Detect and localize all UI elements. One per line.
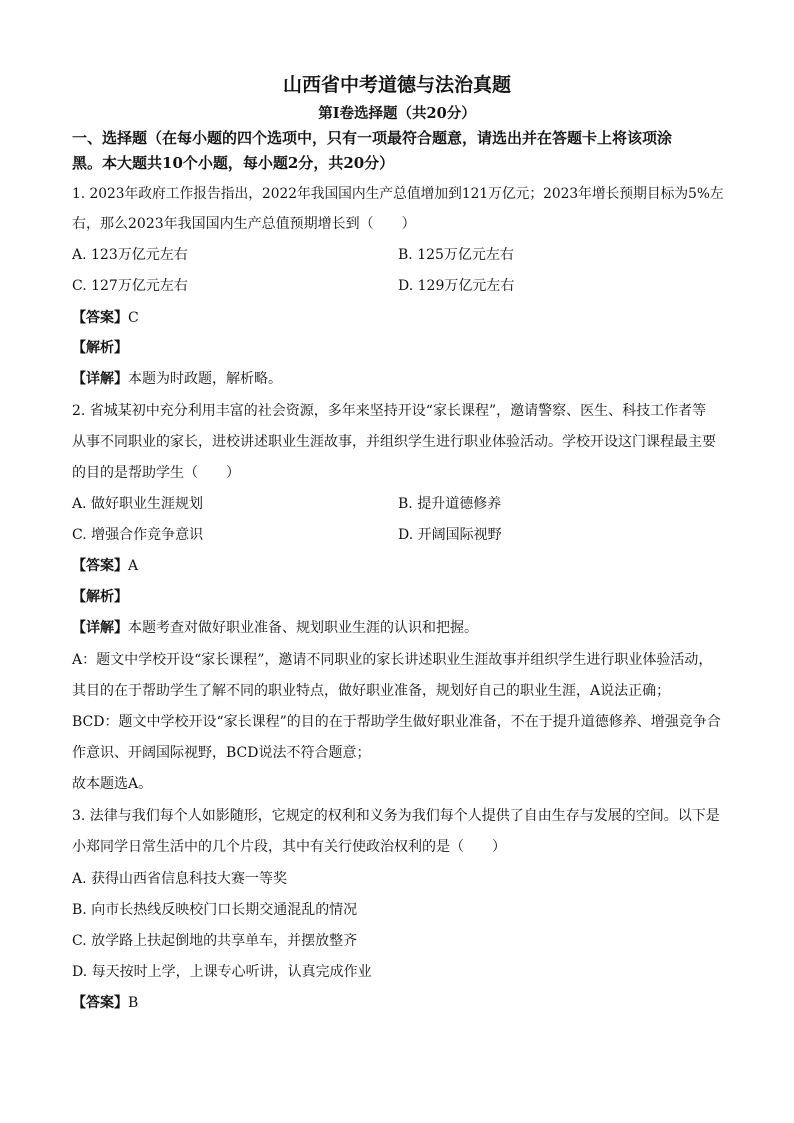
- q3-stem-line2: 小郑同学日常生活中的几个片段，其中有关行使政治权利的是（ ）: [72, 839, 506, 855]
- section-heading-line2: 黑。本大题共10个小题，每小题2分，共20分）: [72, 154, 395, 172]
- q2-explain-a-line1: A：题文中学校开设“家长课程”，邀请不同职业的家长讲述职业生涯故事并组织学生进行职业体验活动，: [72, 652, 713, 668]
- q2-conclusion: 故本题选A。: [72, 776, 153, 792]
- q1-option-c: C. 127万亿元左右: [72, 278, 188, 294]
- answer-value: B: [128, 995, 139, 1011]
- q3-option-b: B. 向市长热线反映校门口长期交通混乱的情况: [72, 902, 358, 918]
- q2-explain-bcd-line1: BCD：题文中学校开设“家长课程”的目的在于帮助学生做好职业准备，不在于提升道德修养、增强竞争合: [72, 714, 721, 730]
- q2-explain-a-line2: 其目的在于帮助学生了解不同的职业特点，做好职业准备，规划好自己的职业生涯，A说法正确；: [72, 683, 671, 699]
- q1-analysis-tag: 【解析】: [72, 340, 128, 356]
- answer-tag: 【答案】: [72, 558, 128, 574]
- q1-option-b: B. 125万亿元左右: [398, 247, 514, 263]
- q2-option-b: B. 提升道德修养: [398, 496, 502, 512]
- q2-option-a: A. 做好职业生涯规划: [72, 496, 204, 512]
- detail-text: 本题考查对做好职业准备、规划职业生涯的认识和把握。: [128, 620, 478, 636]
- q2-analysis-tag: 【解析】: [72, 589, 128, 605]
- q1-detail: [72, 369, 282, 389]
- q3-stem-line1: 3. 法律与我们每个人如影随形，它规定的权利和义务为我们每个人提供了自由生存与发展的空间。以下是: [72, 808, 720, 824]
- answer-value: C: [128, 310, 139, 326]
- part-subtitle: 第Ⅰ卷选择题（共20分）: [318, 105, 476, 122]
- q1-option-a: A. 123万亿元左右: [72, 247, 188, 263]
- q3-answer: [72, 993, 138, 1013]
- page-title: 山西省中考道德与法治真题: [282, 74, 511, 96]
- q1-option-d: D. 129万亿元左右: [398, 278, 515, 294]
- detail-tag: 【详解】: [72, 371, 128, 387]
- q2-explain-bcd-line2: 作意识、开阔国际视野，BCD说法不符合题意；: [72, 745, 371, 761]
- q2-stem-line2: 从事不同职业的家长，进校讲述职业生涯故事，并组织学生进行职业体验活动。学校开设这门课程最主要: [72, 434, 716, 450]
- q3-option-d: D. 每天按时上学，上课专心听讲，认真完成作业: [72, 964, 372, 980]
- q1-answer: [72, 308, 139, 328]
- q2-option-d: D. 开阔国际视野: [398, 527, 502, 543]
- q3-option-a: A. 获得山西省信息科技大赛一等奖: [72, 871, 288, 887]
- detail-text: 本题为时政题，解析略。: [128, 371, 282, 387]
- q2-detail: [72, 618, 478, 638]
- q2-answer: [72, 556, 138, 576]
- q2-option-c: C. 增强合作竞争意识: [72, 527, 204, 543]
- q3-option-c: C. 放学路上扶起倒地的共享单车，并摆放整齐: [72, 933, 358, 949]
- q2-stem-line1: 2. 省城某初中充分利用丰富的社会资源，多年来坚持开设“家长课程”，邀请警察、医生、科技工作者等: [72, 403, 707, 419]
- q1-stem-line1: 1. 2023年政府工作报告指出，2022年我国国内生产总值增加到121万亿元；2023年增长预期目标为5%左: [72, 186, 724, 202]
- detail-tag: 【详解】: [72, 620, 128, 636]
- q2-stem-line3: 的目的是帮助学生（ ）: [72, 465, 240, 481]
- answer-tag: 【答案】: [72, 995, 128, 1011]
- section-heading-line1: 一、选择题（在每小题的四个选项中，只有一项最符合题意，请选出并在答题卡上将该项涂: [72, 129, 673, 147]
- answer-value: A: [128, 558, 139, 574]
- answer-tag: 【答案】: [72, 310, 128, 326]
- q1-stem-line2: 右，那么2023年我国国内生产总值预期增长到（ ）: [72, 216, 416, 232]
